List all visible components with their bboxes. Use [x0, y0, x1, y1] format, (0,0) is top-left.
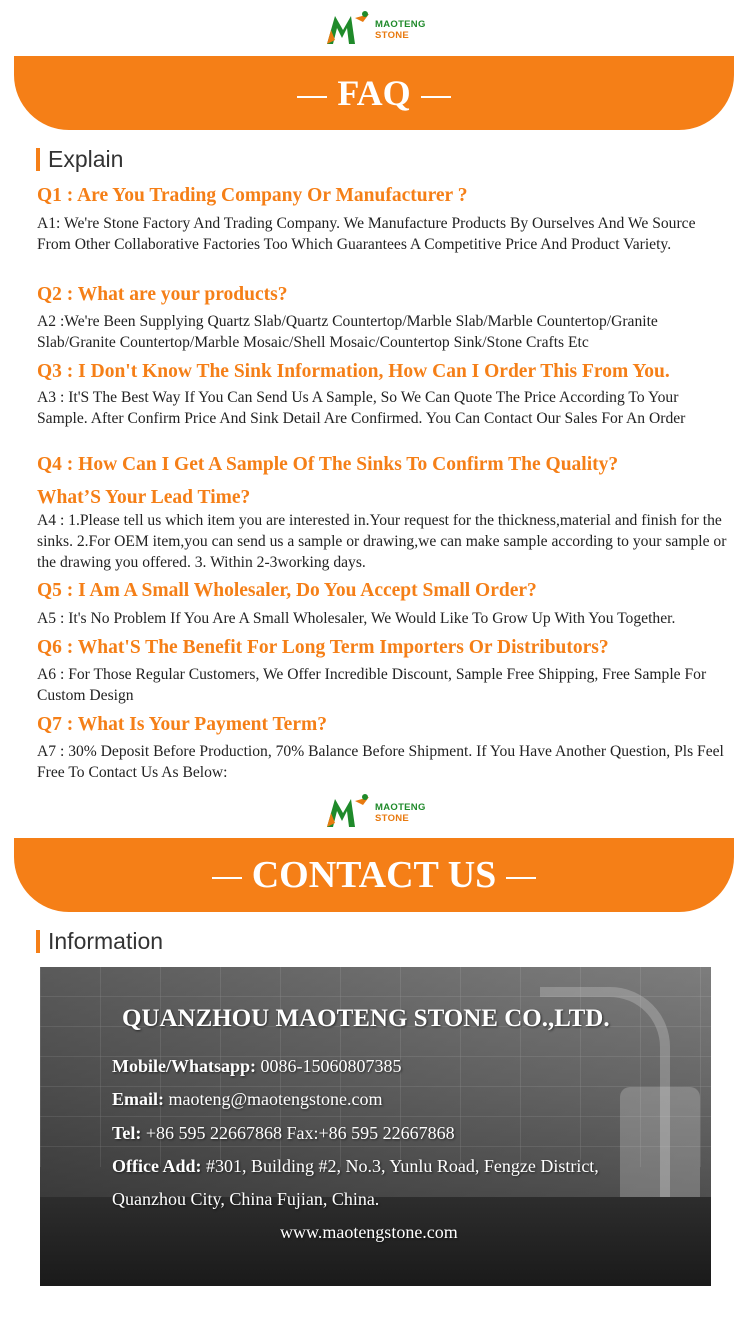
faq-answer-1: A1: We're Stone Factory And Trading Company. We Manufacture Products By Ourselves And We Source From Other Collaborative Factories Too Which Guarantees A Competitive Price And Product Variety.: [37, 215, 696, 253]
faq-answer-2: A2 :We're Been Supplying Quartz Slab/Quartz Countertop/Marble Slab/Marble Countertop/Granite Slab/Granite Countertop/Marble Mosaic/Shell Mosaic/Countertop Sink/Stone Crafts Etc: [37, 313, 658, 351]
faq-question-4-part2: What’S Your Lead Time?: [37, 487, 251, 508]
mobile-line: [112, 1056, 402, 1077]
faq-answer-4: A4 : 1.Please tell us which item you are interested in.Your request for the thickness,material and finish for the sinks. 2.For OEM item,you can send us a sample or drawing,we can make sample according to your sample or the drawing you offered. 3. Within 2-3working days.: [37, 512, 727, 571]
contact-banner: [14, 838, 734, 912]
faq-question-1: Q1 : Are You Trading Company Or Manufacturer ?: [37, 185, 468, 206]
tel-label: Tel:: [112, 1123, 142, 1143]
tel-line: [112, 1123, 455, 1144]
mobile-value[interactable]: 0086-15060807385: [260, 1056, 402, 1076]
email-label: Email:: [112, 1089, 164, 1109]
faq-banner-title: FAQ: [337, 73, 411, 113]
banner-dash-right: [421, 96, 451, 98]
brand-name-line1: MAOTENG: [375, 802, 426, 813]
tel-value[interactable]: +86 595 22667868 Fax:+86 595 22667868: [145, 1123, 455, 1143]
brand-name-line2: STONE: [375, 813, 410, 824]
office-address-line1: #301, Building #2, No.3, Yunlu Road, Fengze District,: [206, 1156, 599, 1176]
office-line: [112, 1156, 599, 1177]
office-label: Office Add:: [112, 1156, 202, 1176]
faq-question-2: Q2 : What are your products?: [37, 284, 288, 305]
banner-dash-left: [297, 96, 327, 98]
information-section-title: Information: [36, 930, 163, 953]
maoteng-logo-icon: [325, 793, 373, 829]
brand-name: [375, 19, 426, 41]
maoteng-logo-icon: [325, 10, 373, 46]
faq-answer-6: A6 : For Those Regular Customers, We Offer Incredible Discount, Sample Free Shipping, Free Sample For Custom Design: [37, 666, 707, 704]
faq-answer-3: A3 : It'S The Best Way If You Can Send Us A Sample, So We Can Quote The Price According To Your Sample. After Confirm Price And Sink Detail Are Confirmed. You Can Contact Our Sales For An Order: [37, 389, 686, 427]
banner-dash-left: [212, 877, 242, 879]
email-line: [112, 1089, 383, 1110]
faq-question-6: Q6 : What'S The Benefit For Long Term Importers Or Distributors?: [37, 637, 609, 658]
company-name: QUANZHOU MAOTENG STONE CO.,LTD.: [122, 1005, 610, 1032]
website-link[interactable]: www.maotengstone.com: [280, 1222, 458, 1242]
mobile-label: Mobile/Whatsapp:: [112, 1056, 257, 1076]
faq-question-5: Q5 : I Am A Small Wholesaler, Do You Accept Small Order?: [37, 580, 537, 601]
office-address-line2: Quanzhou City, China Fujian, China.: [112, 1189, 380, 1209]
faq-question-3: Q3 : I Don't Know The Sink Information, How Can I Order This From You.: [37, 361, 670, 382]
brand-name-line1: MAOTENG: [375, 19, 426, 30]
faq-banner: [14, 56, 734, 130]
faq-question-7: Q7 : What Is Your Payment Term?: [37, 714, 327, 735]
brand-logo: [325, 10, 435, 46]
contact-info-card: [40, 967, 711, 1286]
brand-logo-2: [325, 793, 435, 829]
faq-answer-5: A5 : It's No Problem If You Are A Small Wholesaler, We Would Like To Grow Up With You Together.: [37, 610, 676, 627]
faq-question-4: Q4 : How Can I Get A Sample Of The Sinks To Confirm The Quality?: [37, 454, 619, 475]
brand-name-line2: STONE: [375, 30, 410, 41]
explain-section-title: Explain: [36, 148, 123, 171]
contact-banner-title: CONTACT US: [251, 854, 497, 896]
email-value[interactable]: maoteng@maotengstone.com: [168, 1089, 383, 1109]
brand-name-2: [375, 802, 426, 824]
faq-answer-7: A7 : 30% Deposit Before Production, 70% Balance Before Shipment. If You Have Another Question, Pls Feel Free To Contact Us As Below:: [37, 743, 724, 781]
banner-dash-right: [506, 877, 536, 879]
